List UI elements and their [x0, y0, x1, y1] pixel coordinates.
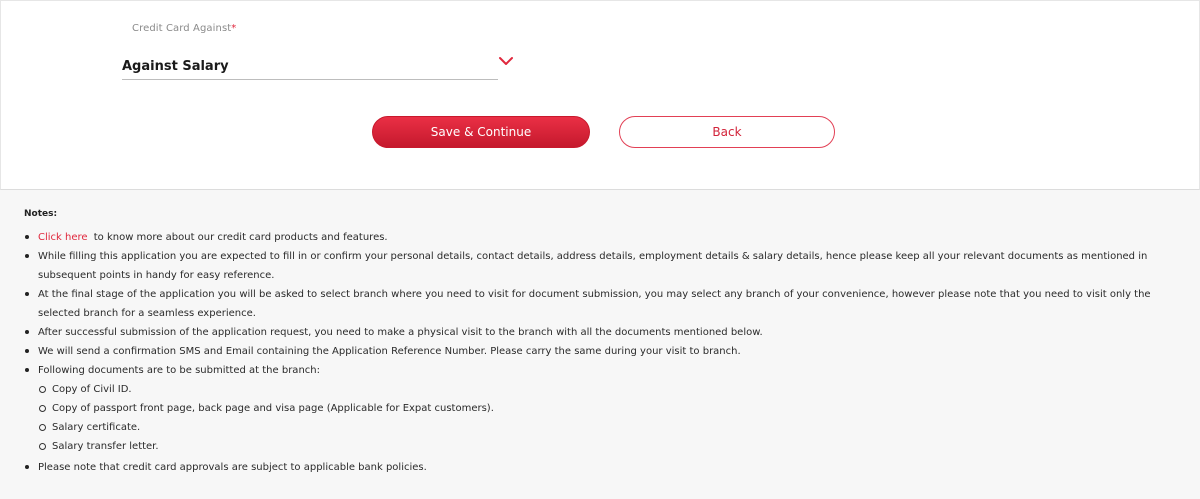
documents-list — [38, 380, 1194, 456]
selected-value: Against Salary — [122, 59, 229, 74]
note-item — [24, 361, 1194, 456]
note-item — [24, 323, 1194, 342]
note-text: At the final stage of the application you will be asked to select branch where you need to visit for document submission, you may select any branch of your convenience, however please note that you need to visit only the selected branch for a seamless experience. — [38, 289, 1151, 319]
credit-card-against-label-text: Credit Card Against — [132, 23, 232, 34]
note-item — [24, 285, 1194, 323]
document-item: Salary certificate. — [38, 418, 1194, 437]
save-continue-button[interactable]: Save & Continue — [372, 116, 590, 148]
note-item — [24, 247, 1194, 285]
credit-card-against-select[interactable] — [122, 53, 498, 80]
note-item — [24, 458, 1194, 477]
notes-list — [24, 228, 1194, 477]
required-marker: * — [231, 23, 237, 34]
note-item — [24, 342, 1194, 361]
application-form-card — [0, 0, 1200, 190]
chevron-down-icon[interactable] — [498, 55, 514, 67]
note-text: Following documents are to be submitted at the branch: — [38, 365, 320, 376]
credit-card-against-label — [132, 23, 236, 34]
note-item — [24, 228, 1194, 247]
note-text: Please note that credit card approvals are subject to applicable bank policies. — [38, 462, 427, 473]
notes-section — [0, 191, 1200, 499]
notes-title: Notes: — [24, 209, 58, 219]
back-button[interactable]: Back — [619, 116, 835, 148]
document-item: Salary transfer letter. — [38, 437, 1194, 456]
note-text: to know more about our credit card products and features. — [93, 232, 388, 243]
click-here-link[interactable]: Click here — [38, 232, 88, 243]
document-item: Copy of Civil ID. — [38, 380, 1194, 399]
document-item: Copy of passport front page, back page and visa page (Applicable for Expat customers). — [38, 399, 1194, 418]
note-text: After successful submission of the application request, you need to make a physical visit to the branch with all the documents mentioned below. — [38, 327, 763, 338]
note-text: We will send a confirmation SMS and Email containing the Application Reference Number. Please carry the same during your visit to branch. — [38, 346, 741, 357]
note-text: While filling this application you are expected to fill in or confirm your personal details, contact details, address details, employment details & salary details, hence please keep all your relevant documents as mentioned in subsequent points in handy for easy reference. — [38, 251, 1148, 281]
